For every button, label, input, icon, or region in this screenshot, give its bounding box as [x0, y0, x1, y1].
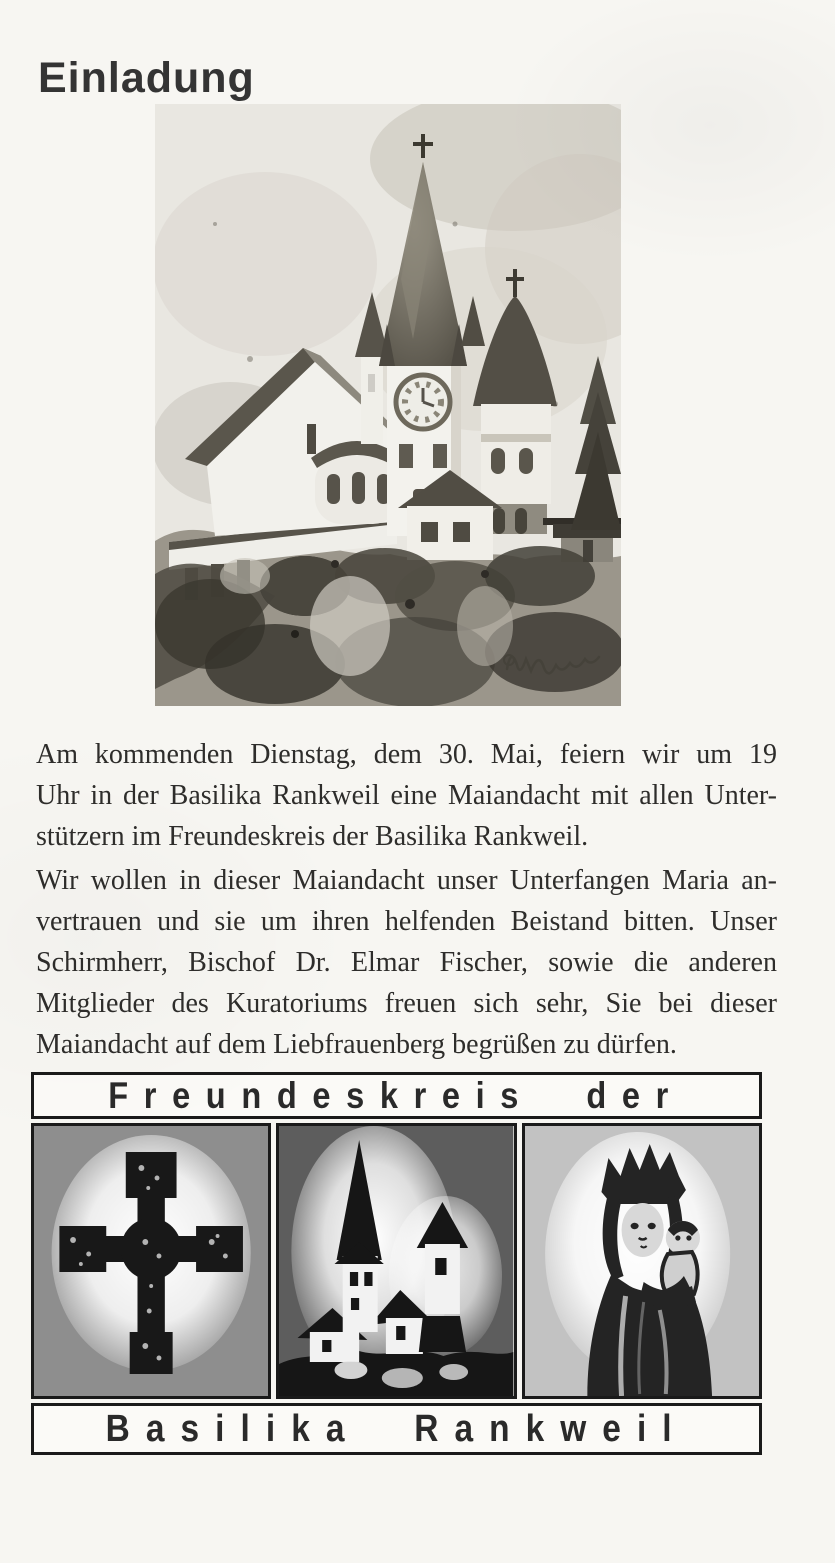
- text-line: vertrauen und sie um ihren helfenden Beistand bitten. Unser: [36, 906, 777, 937]
- banner-bottom-text: Basilika Rankweil: [105, 1407, 688, 1450]
- banner-bottom-label: [31, 1403, 762, 1455]
- silver-cross-icon: [34, 1126, 268, 1396]
- text-line: stützern im Freundeskreis der Basilika Rankweil.: [36, 821, 589, 852]
- text-line: Uhr in der Basilika Rankweil eine Maiandacht mit allen Unter-: [36, 780, 777, 811]
- basilika-rankweil-watercolor-image: [155, 104, 621, 706]
- text-line: Schirmherr, Bischof Dr. Elmar Fischer, sowie die anderen: [36, 947, 777, 978]
- text-line: Wir wollen in dieser Maiandacht unser Unterfangen Maria an-: [36, 865, 777, 896]
- banner-top-label: [31, 1072, 762, 1119]
- madonna-panel: [522, 1123, 762, 1399]
- text-line: Mitglieder des Kuratoriums freuen sich sehr, Sie bei dieser: [36, 988, 777, 1019]
- silver-cross-panel: [31, 1123, 271, 1399]
- banner-panel-row: [31, 1123, 762, 1399]
- watercolor-illustration: [155, 104, 621, 706]
- text-line: Maiandacht auf dem Liebfrauenberg begrüßen zu dürfen.: [36, 1029, 677, 1060]
- text-line: Am kommenden Dienstag, dem 30. Mai, feiern wir um 19: [36, 739, 777, 770]
- freundeskreis-logo-banner: [31, 1072, 762, 1455]
- paragraph-2: [36, 860, 777, 1065]
- church-silhouette-panel: [276, 1123, 516, 1399]
- church-silhouette-icon: [279, 1126, 513, 1396]
- banner-top-text: Freundeskreis der: [108, 1074, 685, 1116]
- paragraph-1: [36, 734, 777, 857]
- madonna-with-child-icon: [525, 1126, 759, 1396]
- page-title: Einladung: [38, 53, 255, 102]
